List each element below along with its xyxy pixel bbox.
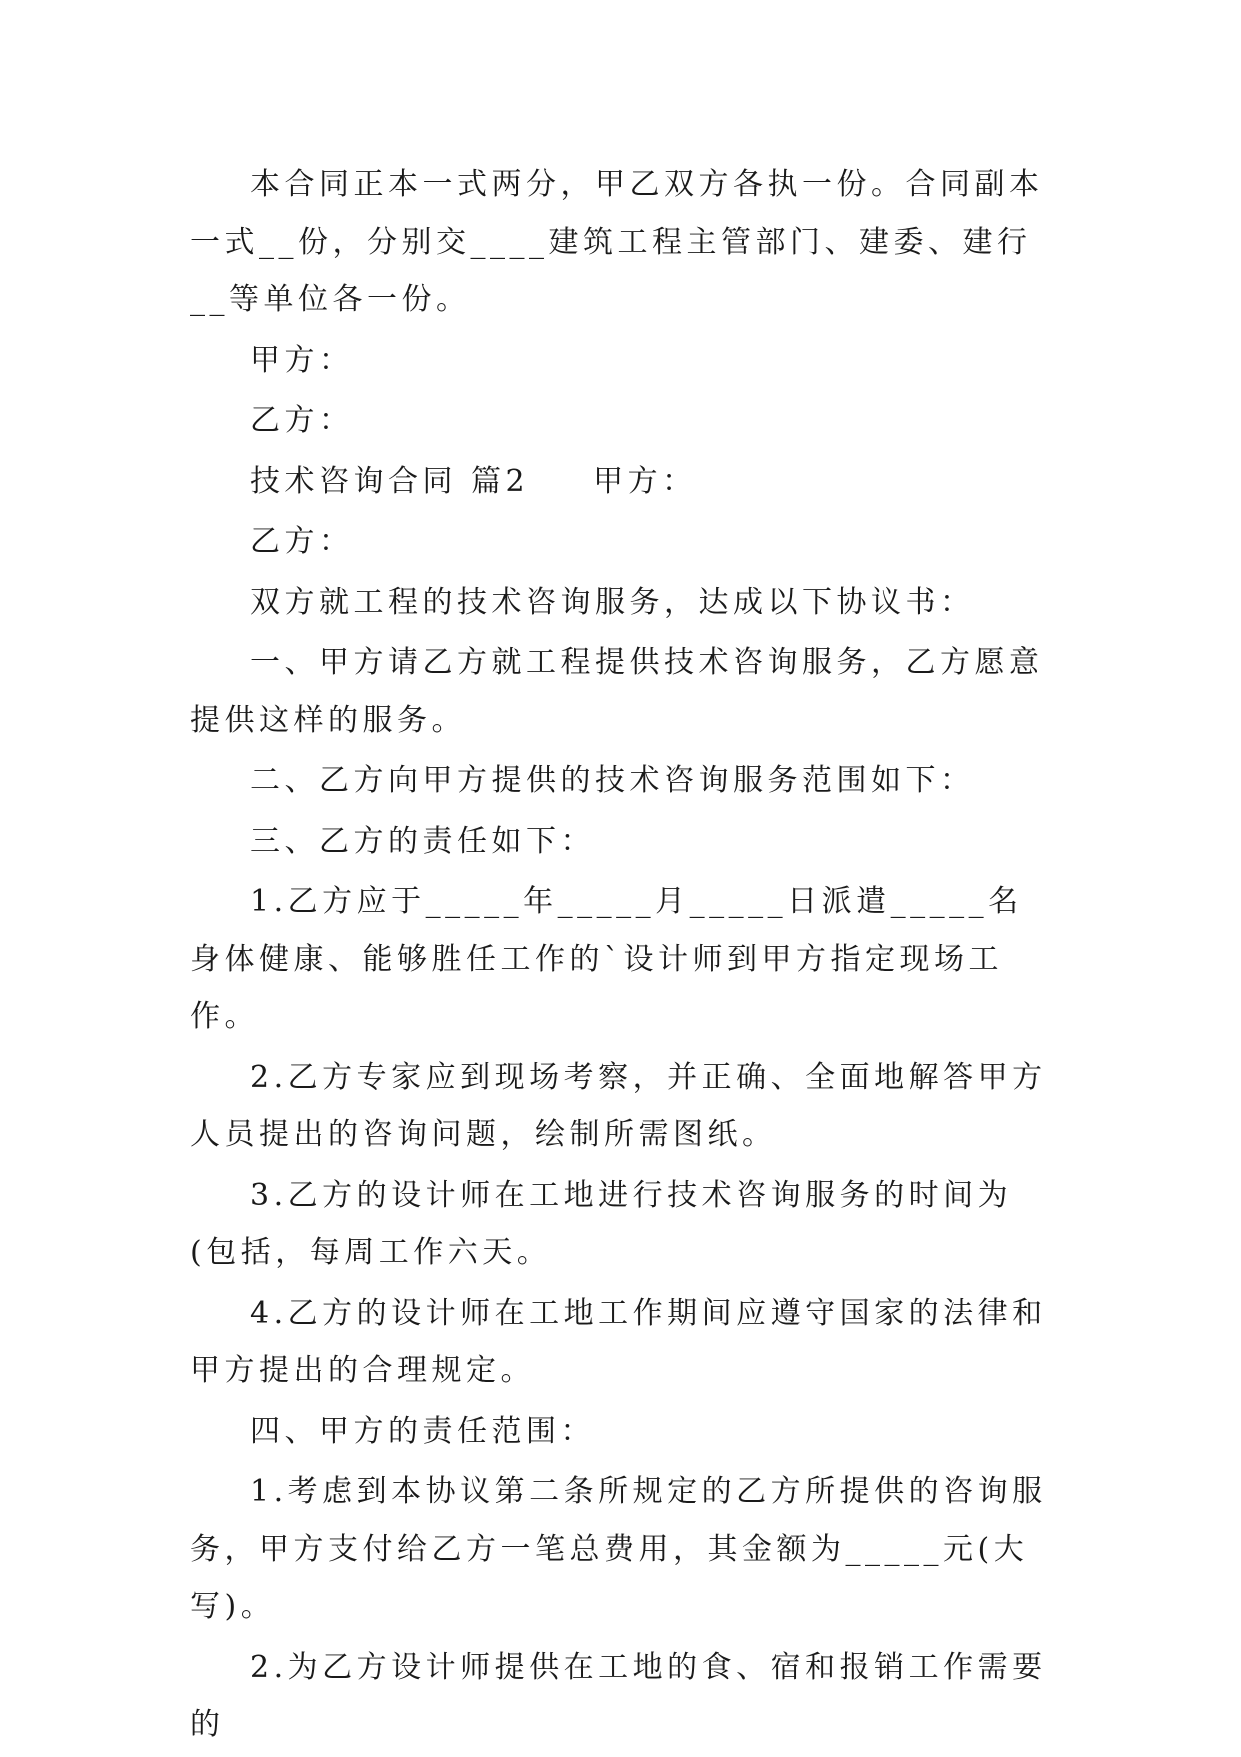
clause-4: 四、甲方的责任范围： xyxy=(250,1413,595,1449)
party-b-signature: 乙方： xyxy=(250,403,354,438)
clause-3-item-3: 3.乙方的设计师在工地进行技术咨询服务的时间为(包括，每周工作六天。 xyxy=(190,1177,1013,1270)
clause-3: 三、乙方的责任如下： xyxy=(250,823,595,859)
clause-4-item-1: 1.考虑到本协议第二条所规定的乙方所提供的咨询服务，甲方支付给乙方一笔总费用，其金额为_____元(大写)。 xyxy=(190,1474,1047,1624)
clause-3-item-2: 2.乙方专家应到现场考察，并正确、全面地解答甲方人员提出的咨询问题，绘制所需图纸。 xyxy=(190,1059,1047,1152)
clause-3-item-1: 1.乙方应于_____年_____月_____日派遣_____名身体健康、能够胜任工作的`设计师到甲方指定现场工作。 xyxy=(190,884,1023,1034)
clause-1: 一、甲方请乙方就工程提供技术咨询服务，乙方愿意提供这样的服务。 xyxy=(190,645,1044,738)
party-a-label: 甲方： xyxy=(593,463,697,499)
section-header xyxy=(190,453,1050,511)
party-b-label: 乙方： xyxy=(250,524,354,559)
copies-clause: 本合同正本一式两分，甲乙双方各执一份。合同副本一式__份，分别交____建筑工程主管部门、建委、建行__等单位各一份。 xyxy=(190,167,1044,317)
agreement-intro: 双方就工程的技术咨询服务，达成以下协议书： xyxy=(250,584,975,620)
party-a-signature: 甲方： xyxy=(250,342,354,378)
clause-2: 二、乙方向甲方提供的技术咨询服务范围如下： xyxy=(250,763,975,798)
document-body xyxy=(190,156,1050,1757)
clause-3-item-4: 4.乙方的设计师在工地工作期间应遵守国家的法律和甲方提出的合理规定。 xyxy=(190,1295,1047,1388)
clause-4-item-2: 2.为乙方设计师提供在工地的食、宿和报销工作需要的 xyxy=(190,1649,1047,1742)
section-title: 技术咨询合同 篇2 xyxy=(250,463,530,499)
